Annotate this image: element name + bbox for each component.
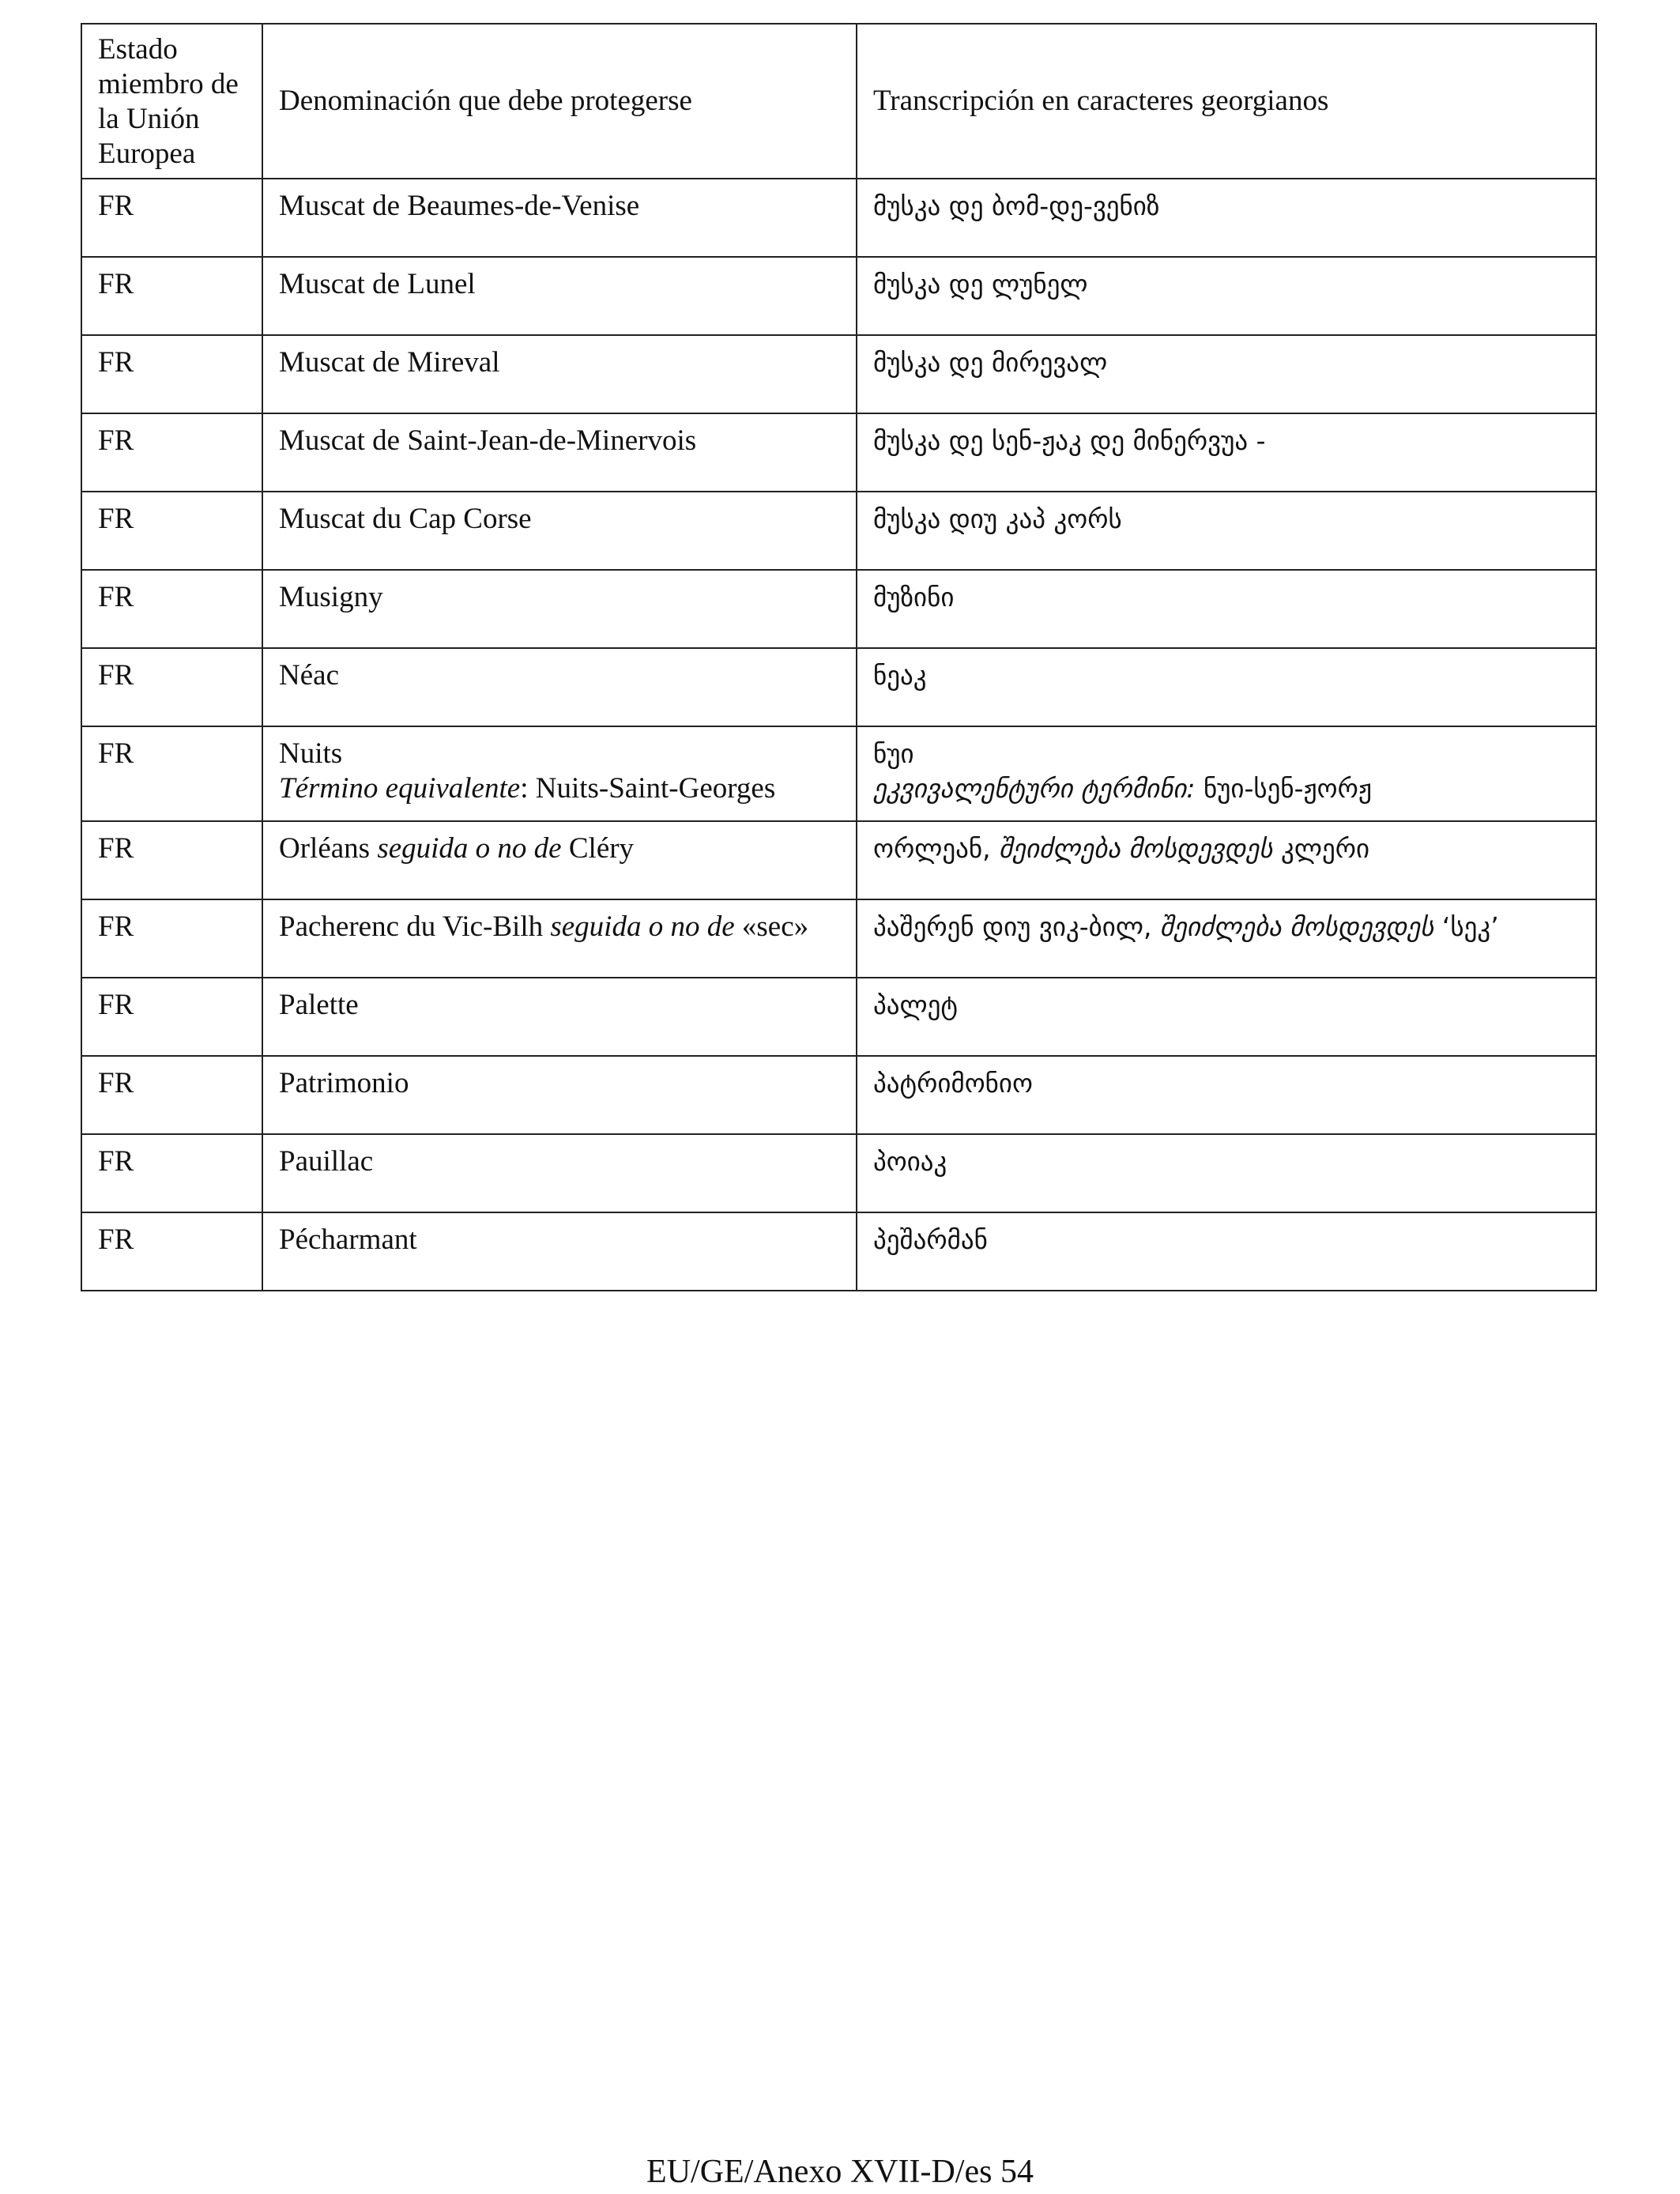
cell-name (262, 821, 857, 899)
cell-name: Patrimonio (262, 1056, 857, 1134)
table-row (81, 726, 1596, 821)
cell-state: FR (81, 899, 262, 978)
cell-transcription: მუსკა დე მირევალ (857, 335, 1596, 413)
transcription-main: პაშერენ დიუ ვიკ-ბილ, (873, 911, 1160, 942)
header-transcription: Transcripción en caracteres georgianos (857, 24, 1596, 179)
page-footer: EU/GE/Anexo XVII-D/es 54 (646, 2154, 1034, 2190)
name-main: Pacherenc du Vic-Bilh (279, 910, 551, 943)
name-italic: seguida o no de (377, 832, 562, 865)
cell-state: FR (81, 1056, 262, 1134)
header-state: Estado miembro de la Unión Europea (81, 24, 262, 179)
cell-state: FR (81, 726, 262, 821)
cell-state: FR (81, 257, 262, 335)
equivalent-term-transcription (873, 771, 1580, 806)
name-main: Orléans (279, 832, 378, 865)
cell-transcription: მუსკა დე ლუნელ (857, 257, 1596, 335)
cell-transcription: მუსკა დე ბომ-დე-ვენიზ (857, 179, 1596, 257)
equivalent-term (279, 771, 840, 806)
cell-state: FR (81, 413, 262, 492)
cell-state: FR (81, 821, 262, 899)
name-italic: seguida o no de (550, 910, 735, 943)
cell-name: Muscat de Mireval (262, 335, 857, 413)
cell-name (262, 899, 857, 978)
designations-table (81, 23, 1597, 1291)
cell-name (262, 726, 857, 821)
table-row (81, 257, 1596, 335)
cell-transcription (857, 899, 1596, 978)
cell-name: Muscat du Cap Corse (262, 492, 857, 570)
table-row (81, 179, 1596, 257)
cell-state: FR (81, 648, 262, 726)
cell-state: FR (81, 492, 262, 570)
table-row (81, 978, 1596, 1056)
cell-transcription: პოიაკ (857, 1134, 1596, 1212)
cell-transcription: მუზინი (857, 570, 1596, 648)
cell-transcription: მუსკა დე სენ-ჟაკ დე მინერვუა - (857, 413, 1596, 492)
table-row (81, 413, 1596, 492)
transcription-tail: ‘სეკ’ (1433, 911, 1499, 942)
transcription-main: ორლეან, (873, 833, 1000, 864)
cell-transcription (857, 726, 1596, 821)
table-row (81, 1056, 1596, 1134)
cell-name: Néac (262, 648, 857, 726)
transcription-italic: შეიძლება მოსდევდეს (999, 833, 1273, 864)
table-row (81, 1134, 1596, 1212)
table-header-row (81, 24, 1596, 179)
transcription-italic: შეიძლება მოსდევდეს (1159, 911, 1434, 942)
cell-name: Muscat de Beaumes-de-Venise (262, 179, 857, 257)
cell-name: Pauillac (262, 1134, 857, 1212)
equivalent-term-sep: : (520, 772, 536, 805)
table-row (81, 899, 1596, 978)
cell-transcription: მუსკა დიუ კაპ კორს (857, 492, 1596, 570)
cell-name: Palette (262, 978, 857, 1056)
cell-name: Pécharmant (262, 1212, 857, 1291)
table-row (81, 648, 1596, 726)
cell-state: FR (81, 1212, 262, 1291)
cell-transcription (857, 821, 1596, 899)
transcription-tail: კლერი (1272, 833, 1370, 864)
table-row (81, 821, 1596, 899)
header-name: Denominación que debe protegerse (262, 24, 857, 179)
cell-name: Muscat de Lunel (262, 257, 857, 335)
cell-state: FR (81, 335, 262, 413)
table-row (81, 1212, 1596, 1291)
table-row (81, 570, 1596, 648)
cell-transcription: ნეაკ (857, 648, 1596, 726)
equivalent-term-value: Nuits-Saint-Georges (535, 772, 776, 805)
cell-name: Musigny (262, 570, 857, 648)
cell-transcription: პეშარმან (857, 1212, 1596, 1291)
cell-state: FR (81, 1134, 262, 1212)
name-main: Nuits (279, 737, 343, 770)
name-tail: Cléry (561, 832, 635, 865)
table-row (81, 335, 1596, 413)
cell-state: FR (81, 179, 262, 257)
cell-transcription: პატრიმონიო (857, 1056, 1596, 1134)
cell-state: FR (81, 978, 262, 1056)
name-tail: «sec» (734, 910, 809, 943)
equivalent-term-label: Término equivalente (279, 772, 521, 805)
cell-name: Muscat de Saint-Jean-de-Minervois (262, 413, 857, 492)
cell-state: FR (81, 570, 262, 648)
table-row (81, 492, 1596, 570)
transcription-main: ნუი (873, 738, 914, 769)
equivalent-term-transcription-label: ეკვივალენტური ტერმინი: (873, 773, 1196, 804)
equivalent-term-transcription-value: ნუი-სენ-ჟორჟ (1195, 773, 1372, 804)
cell-transcription: პალეტ (857, 978, 1596, 1056)
